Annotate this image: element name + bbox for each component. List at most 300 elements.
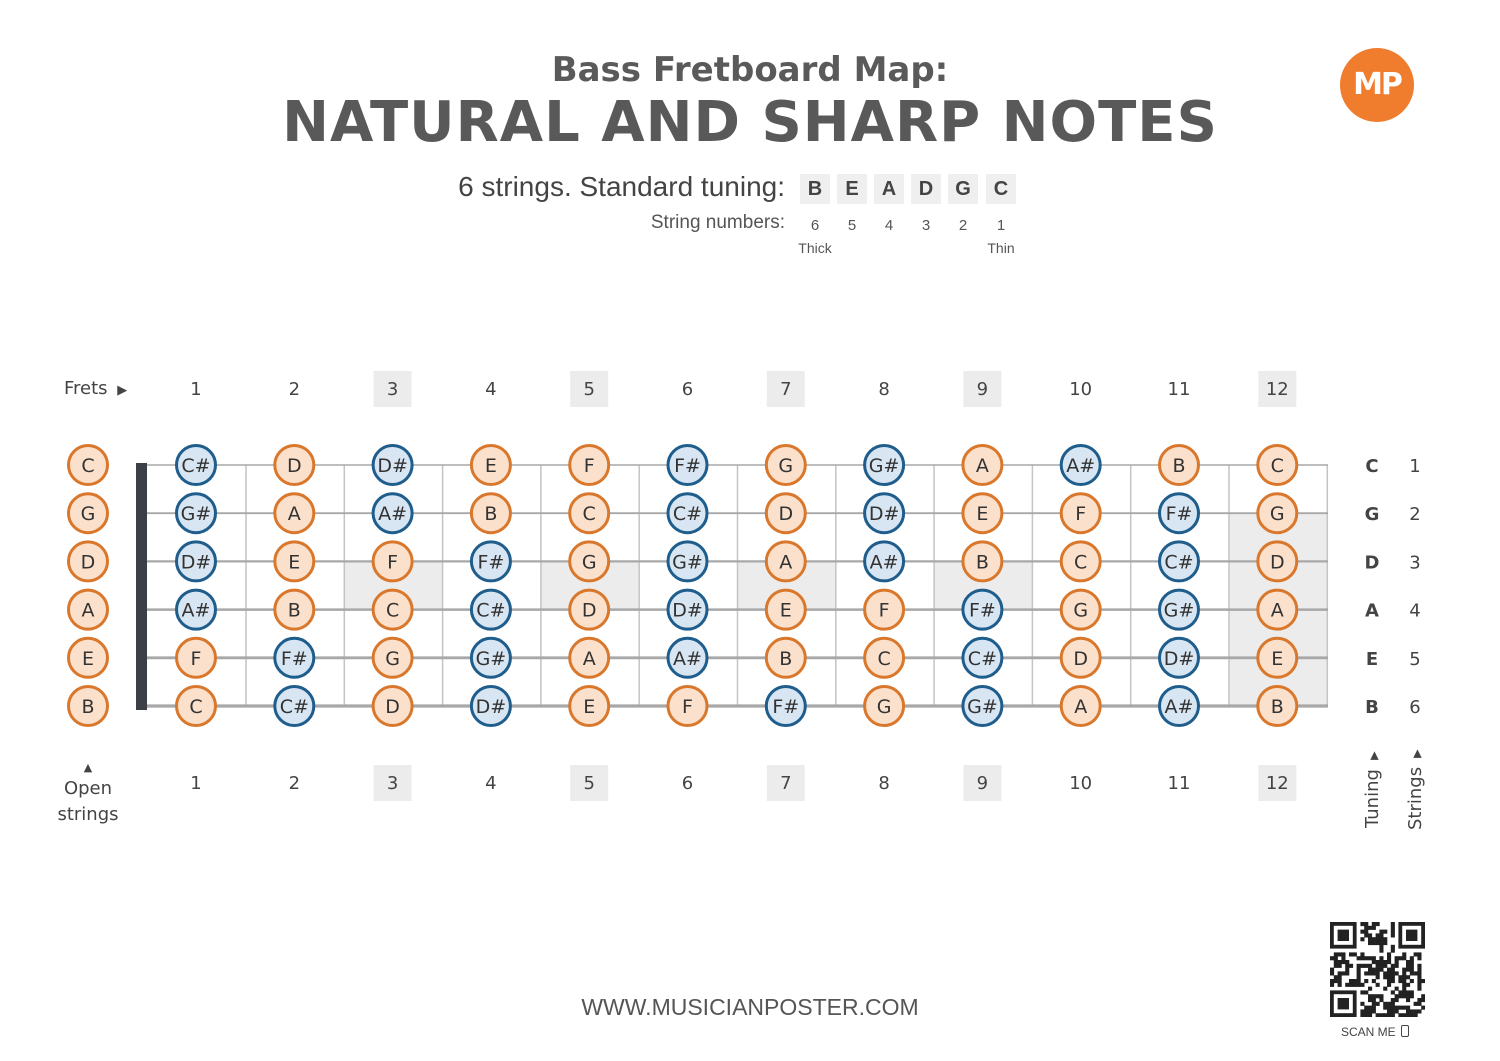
qr-module xyxy=(1387,971,1391,975)
open-string-note-label: G xyxy=(80,503,96,526)
qr-module xyxy=(1402,1006,1406,1010)
qr-module xyxy=(1360,983,1364,987)
qr-module xyxy=(1391,979,1395,983)
fret-note-label: C xyxy=(582,503,596,526)
fret-note-label: A# xyxy=(1066,455,1096,477)
qr-module xyxy=(1364,990,1368,994)
qr-module xyxy=(1383,937,1387,941)
qr-module xyxy=(1349,979,1353,983)
qr-module xyxy=(1376,983,1380,987)
qr-module xyxy=(1391,922,1395,926)
fret-note-label: C xyxy=(1270,455,1284,477)
qr-module xyxy=(1330,971,1334,975)
qr-module xyxy=(1402,956,1406,960)
fret-note-label: C# xyxy=(672,503,703,526)
fret-note-label: G# xyxy=(868,455,900,477)
qr-module xyxy=(1417,952,1421,956)
qr-module xyxy=(1406,990,1410,994)
qr-module xyxy=(1372,922,1376,926)
fret-number: 8 xyxy=(878,773,890,794)
qr-module xyxy=(1398,979,1402,983)
qr-module xyxy=(1338,971,1342,975)
qr-module xyxy=(1406,968,1410,972)
qr-module xyxy=(1345,971,1349,975)
qr-module xyxy=(1364,956,1368,960)
qr-module xyxy=(1379,933,1383,937)
qr-module xyxy=(1387,983,1391,987)
qr-module xyxy=(1395,964,1399,968)
thick-label: Thick xyxy=(798,240,832,256)
qr-module xyxy=(1357,975,1361,979)
tuning-side-text: Tuning xyxy=(1362,769,1383,828)
qr-module xyxy=(1360,937,1364,941)
fret-number: 11 xyxy=(1167,773,1191,794)
qr-module xyxy=(1372,926,1376,930)
tuning-side-note: B xyxy=(1365,697,1379,718)
qr-module xyxy=(1338,960,1342,964)
fret-note-label: B xyxy=(1172,455,1186,477)
qr-module xyxy=(1341,960,1345,964)
qr-module xyxy=(1368,971,1372,975)
qr-module xyxy=(1372,1002,1376,1006)
fret-note-label: C# xyxy=(1164,551,1194,574)
qr-module xyxy=(1391,933,1395,937)
tuning-note: B xyxy=(800,174,830,204)
qr-module xyxy=(1345,968,1349,972)
fret-note-label: F# xyxy=(674,455,701,477)
qr-module xyxy=(1360,990,1364,994)
frets-label-text: Frets xyxy=(64,378,108,399)
qr-module xyxy=(1330,979,1334,983)
qr-module xyxy=(1341,952,1345,956)
qr-module xyxy=(1410,964,1414,968)
qr-module xyxy=(1391,949,1395,953)
arrow-right-icon: ▶ xyxy=(117,383,128,398)
qr-module xyxy=(1376,994,1380,998)
qr-module xyxy=(1372,971,1376,975)
string-number: 1 xyxy=(996,217,1006,234)
fret-note-label: B xyxy=(287,599,301,622)
qr-module xyxy=(1368,1013,1372,1017)
qr-module xyxy=(1338,975,1342,979)
qr-module xyxy=(1402,968,1406,972)
arrow-up-icon: ▲ xyxy=(1370,748,1379,762)
qr-module xyxy=(1391,926,1395,930)
qr-module xyxy=(1357,979,1361,983)
qr-module xyxy=(1417,979,1421,983)
string-side-number: 3 xyxy=(1409,552,1421,574)
qr-module xyxy=(1417,1009,1421,1013)
tuning-side-note: G xyxy=(1364,504,1380,526)
qr-module xyxy=(1410,1009,1414,1013)
qr-module xyxy=(1372,994,1376,998)
qr-module xyxy=(1364,1006,1368,1010)
qr-module xyxy=(1334,964,1338,968)
qr-module xyxy=(1402,983,1406,987)
qr-module xyxy=(1368,933,1372,937)
fret-note-label: D xyxy=(1269,551,1285,574)
qr-module xyxy=(1402,990,1406,994)
tuning-side-note: E xyxy=(1365,648,1379,670)
fret-note-label: C xyxy=(877,647,891,670)
qr-module xyxy=(1410,1013,1414,1017)
qr-module xyxy=(1406,998,1410,1002)
qr-module xyxy=(1368,956,1372,960)
fret-note-label: F xyxy=(583,455,595,477)
qr-module xyxy=(1421,994,1425,998)
qr-module xyxy=(1391,990,1395,994)
fret-note-label: D# xyxy=(672,599,703,622)
fret-number: 2 xyxy=(288,379,301,400)
qr-module xyxy=(1402,979,1406,983)
fret-number: 12 xyxy=(1265,379,1289,400)
string-number: 5 xyxy=(847,217,857,234)
fret-number: 12 xyxy=(1265,773,1289,794)
qr-module xyxy=(1360,964,1364,968)
qr-module xyxy=(1383,975,1387,979)
tuning-note: C xyxy=(986,174,1016,204)
qr-module xyxy=(1353,979,1357,983)
qr-module xyxy=(1360,922,1364,926)
qr-module xyxy=(1376,933,1380,937)
open-string-note-label: E xyxy=(81,647,95,670)
fret-note-label: A# xyxy=(181,599,211,622)
qr-module xyxy=(1376,1013,1380,1017)
qr-module xyxy=(1395,1006,1399,1010)
qr-module xyxy=(1383,987,1387,991)
qr-module xyxy=(1360,952,1364,956)
qr-module xyxy=(1417,998,1421,1002)
fret-number: 10 xyxy=(1069,773,1093,794)
qr-module xyxy=(1341,956,1345,960)
fret-note-label: B xyxy=(484,503,498,526)
qr-module xyxy=(1334,960,1338,964)
qr-module xyxy=(1383,971,1387,975)
string-side-number: 6 xyxy=(1409,697,1421,718)
qr-module xyxy=(1360,1013,1364,1017)
qr-module xyxy=(1357,971,1361,975)
qr-module xyxy=(1357,968,1361,972)
fret-note-label: F xyxy=(682,696,693,718)
qr-module xyxy=(1421,998,1425,1002)
tuning-note: A xyxy=(874,174,904,204)
qr-module xyxy=(1387,1006,1391,1010)
qr-module xyxy=(1391,971,1395,975)
fret-note-label: E xyxy=(484,455,497,477)
fret-note-label: C# xyxy=(967,647,997,670)
fret-number: 8 xyxy=(878,379,890,400)
tuning-note: E xyxy=(837,174,867,204)
nut xyxy=(136,463,147,710)
fret-note-label: D# xyxy=(868,503,900,526)
qr-module xyxy=(1406,930,1417,941)
fret-number: 9 xyxy=(976,773,989,794)
qr-module xyxy=(1376,975,1380,979)
qr-module xyxy=(1338,979,1342,983)
fret-note-label: B xyxy=(779,647,793,670)
qr-module xyxy=(1338,952,1342,956)
qr-module xyxy=(1391,1009,1395,1013)
qr-module xyxy=(1345,960,1349,964)
page-subtitle: Bass Fretboard Map: xyxy=(551,50,949,90)
qr-module xyxy=(1341,971,1345,975)
open-string-note-label: B xyxy=(81,696,95,718)
qr-module xyxy=(1417,983,1421,987)
qr-module xyxy=(1334,952,1338,956)
phone-icon xyxy=(1401,1025,1409,1037)
qr-module xyxy=(1387,952,1391,956)
qr-module xyxy=(1398,975,1402,979)
qr-module xyxy=(1398,1006,1402,1010)
fret-note-label: A xyxy=(975,455,989,477)
qr-module xyxy=(1372,979,1376,983)
qr-module xyxy=(1387,975,1391,979)
qr-module xyxy=(1391,1002,1395,1006)
fret-note-label: A# xyxy=(869,551,899,574)
scan-me-label xyxy=(1320,1025,1430,1039)
qr-module xyxy=(1368,987,1372,991)
qr-module xyxy=(1364,979,1368,983)
qr-module xyxy=(1395,960,1399,964)
fret-note-label: E xyxy=(288,551,301,574)
qr-module xyxy=(1364,930,1368,934)
open-strings-text: Open strings xyxy=(57,778,119,825)
qr-module xyxy=(1417,964,1421,968)
fret-note-label: A# xyxy=(673,647,702,670)
qr-module xyxy=(1410,968,1414,972)
fret-number: 1 xyxy=(190,379,202,400)
qr-module xyxy=(1338,964,1342,968)
qr-module xyxy=(1406,960,1410,964)
qr-module xyxy=(1383,1002,1387,1006)
qr-module xyxy=(1391,945,1395,949)
qr-module xyxy=(1391,1006,1395,1010)
qr-module xyxy=(1353,983,1357,987)
fret-note-label: D xyxy=(286,455,302,477)
fret-note-label: G xyxy=(778,455,794,477)
fret-note-label: G xyxy=(581,551,597,574)
qr-module xyxy=(1379,945,1383,949)
fret-note-label: E xyxy=(583,696,596,718)
fret-number: 5 xyxy=(583,379,595,400)
qr-module xyxy=(1402,975,1406,979)
fret-note-label: D# xyxy=(377,455,408,477)
qr-module xyxy=(1345,964,1349,968)
qr-module xyxy=(1387,960,1391,964)
qr-module xyxy=(1383,960,1387,964)
qr-module xyxy=(1406,964,1410,968)
fret-number: 4 xyxy=(485,773,497,794)
qr-module xyxy=(1338,983,1342,987)
qr-module xyxy=(1379,968,1383,972)
fret-note-label: D xyxy=(1073,647,1089,670)
qr-module xyxy=(1368,1009,1372,1013)
qr-module xyxy=(1349,964,1353,968)
tuning-side-note: C xyxy=(1365,456,1379,477)
tuning-note: G xyxy=(948,174,978,204)
qr-module xyxy=(1410,956,1414,960)
qr-module xyxy=(1379,960,1383,964)
qr-module xyxy=(1398,956,1402,960)
fret-number: 11 xyxy=(1167,379,1191,400)
qr-module xyxy=(1387,956,1391,960)
qr-module xyxy=(1368,941,1372,945)
qr-module xyxy=(1414,952,1418,956)
fret-number: 5 xyxy=(583,773,595,794)
qr-code-icon xyxy=(1330,922,1425,1017)
qr-module xyxy=(1379,956,1383,960)
qr-module xyxy=(1383,930,1387,934)
fret-note-label: G# xyxy=(967,696,998,718)
qr-module xyxy=(1376,1002,1380,1006)
qr-module xyxy=(1372,937,1376,941)
qr-module xyxy=(1391,975,1395,979)
qr-module xyxy=(1414,1009,1418,1013)
qr-module xyxy=(1398,994,1402,998)
thin-label: Thin xyxy=(987,240,1015,256)
fret-note-label: G# xyxy=(180,503,212,526)
fret-note-label: F xyxy=(387,551,399,574)
fret-number: 2 xyxy=(288,773,301,794)
fret-note-label: E xyxy=(779,599,792,622)
qr-module xyxy=(1387,1009,1391,1013)
qr-module xyxy=(1395,994,1399,998)
fret-note-label: F# xyxy=(477,551,505,574)
fret-number: 9 xyxy=(976,379,989,400)
arrow-up-icon: ▲ xyxy=(1413,746,1422,760)
qr-module xyxy=(1368,926,1372,930)
qr-module xyxy=(1417,975,1421,979)
fret-note-label: A# xyxy=(378,503,408,526)
qr-module xyxy=(1379,1013,1383,1017)
fret-note-label: E xyxy=(976,503,989,526)
qr-module xyxy=(1376,960,1380,964)
qr-module xyxy=(1421,979,1425,983)
qr-module xyxy=(1391,968,1395,972)
qr-module xyxy=(1368,968,1372,972)
qr-module xyxy=(1395,956,1399,960)
qr-module xyxy=(1383,1006,1387,1010)
qr-module xyxy=(1379,930,1383,934)
qr-module xyxy=(1364,1013,1368,1017)
fret-note-label: A xyxy=(779,551,793,574)
fret-note-label: A xyxy=(582,647,596,670)
qr-module xyxy=(1379,994,1383,998)
string-number: 3 xyxy=(921,217,931,234)
qr-module xyxy=(1376,968,1380,972)
qr-module xyxy=(1387,979,1391,983)
qr-module xyxy=(1410,990,1414,994)
qr-module xyxy=(1330,968,1334,972)
string-number: 6 xyxy=(810,217,820,234)
qr-module xyxy=(1417,971,1421,975)
qr-module xyxy=(1334,979,1338,983)
qr-module xyxy=(1360,1009,1364,1013)
arrow-up-icon: ▲ xyxy=(83,761,93,774)
fret-note-label: F# xyxy=(1165,503,1193,526)
fret-note-label: C xyxy=(1074,551,1088,574)
string-side-number: 2 xyxy=(1409,504,1421,526)
qr-module xyxy=(1406,975,1410,979)
fret-note-label: D xyxy=(778,503,794,526)
qr-module xyxy=(1345,983,1349,987)
qr-module xyxy=(1417,956,1421,960)
fret-note-label: C# xyxy=(279,696,309,718)
fret-note-label: C xyxy=(189,696,203,718)
qr-module xyxy=(1349,983,1353,987)
qr-module xyxy=(1364,1009,1368,1013)
qr-module xyxy=(1376,941,1380,945)
qr-module xyxy=(1368,937,1372,941)
qr-module xyxy=(1398,1013,1402,1017)
qr-module xyxy=(1387,968,1391,972)
fret-note-label: F xyxy=(1075,503,1087,526)
tuning-side-note: A xyxy=(1365,600,1379,622)
qr-module xyxy=(1379,998,1383,1002)
qr-module xyxy=(1334,975,1338,979)
string-side-number: 5 xyxy=(1409,648,1421,670)
qr-module xyxy=(1372,1006,1376,1010)
fret-number: 3 xyxy=(386,773,399,794)
fret-note-label: G xyxy=(1073,599,1089,622)
qr-module xyxy=(1364,971,1368,975)
fret-number: 3 xyxy=(386,379,399,400)
qr-module xyxy=(1357,956,1361,960)
fret-note-label: G xyxy=(1269,503,1285,526)
qr-module xyxy=(1379,949,1383,953)
page-title: NATURAL AND SHARP NOTES xyxy=(282,90,1218,155)
qr-module xyxy=(1360,1002,1364,1006)
strings-side-text: Strings xyxy=(1405,766,1426,830)
qr-module xyxy=(1372,960,1376,964)
qr-module xyxy=(1395,998,1399,1002)
qr-module xyxy=(1376,937,1380,941)
qr-module xyxy=(1391,964,1395,968)
qr-module xyxy=(1376,971,1380,975)
qr-module xyxy=(1360,930,1364,934)
fret-note-label: D# xyxy=(475,696,507,718)
qr-module xyxy=(1406,983,1410,987)
qr-module xyxy=(1383,1013,1387,1017)
open-string-note-label: D xyxy=(80,551,96,574)
qr-module xyxy=(1372,968,1376,972)
qr-module xyxy=(1391,1013,1395,1017)
fret-note-label: A xyxy=(1074,696,1088,718)
website-url: WWW.MUSICIANPOSTER.COM xyxy=(581,994,919,1020)
qr-module xyxy=(1406,1006,1410,1010)
qr-module xyxy=(1368,964,1372,968)
fret-number: 1 xyxy=(190,773,202,794)
fret-note-label: A xyxy=(1270,599,1284,622)
qr-module xyxy=(1402,994,1406,998)
fret-note-label: G# xyxy=(475,647,507,670)
qr-module xyxy=(1364,964,1368,968)
qr-module xyxy=(1391,930,1395,934)
fret-note-label: C# xyxy=(476,599,506,622)
fret-note-label: B xyxy=(975,551,989,574)
fret-note-label: G xyxy=(385,647,400,670)
qr-module xyxy=(1402,952,1406,956)
fret-number: 7 xyxy=(780,379,792,400)
qr-module xyxy=(1417,1002,1421,1006)
open-string-note-label: C xyxy=(81,455,95,477)
fret-note-label: G xyxy=(876,696,892,718)
qr-module xyxy=(1402,987,1406,991)
qr-module xyxy=(1414,1013,1418,1017)
qr-module xyxy=(1368,994,1372,998)
fret-number: 6 xyxy=(681,773,694,794)
scan-me-text: SCAN ME xyxy=(1340,1025,1396,1039)
